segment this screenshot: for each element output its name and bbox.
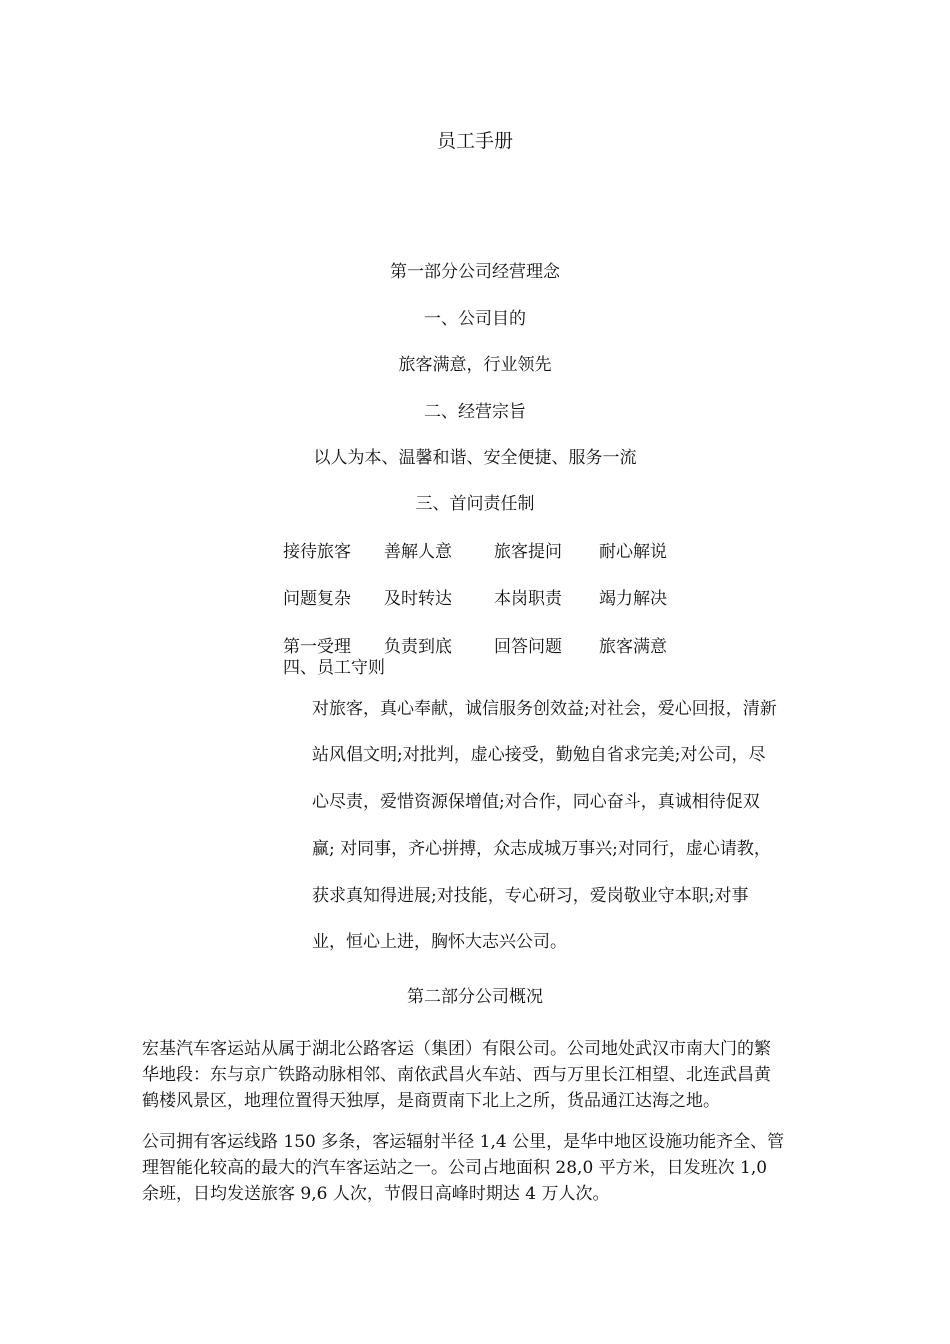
table-cell: 善解人意 (384, 542, 452, 562)
table-cell: 及时转达 (384, 589, 452, 609)
paragraph-line: 余班，日均发送旅客 9,6 人次，节假日高峰时期达 4 万人次。 (142, 1184, 610, 1204)
document-title: 员工手册 (436, 130, 513, 152)
section1-text: 旅客满意，行业领先 (398, 355, 552, 375)
overview-paragraph-1 (142, 1036, 822, 1114)
section4-heading: 四、员工守则 (283, 658, 385, 678)
code-line: 赢; 对同事，齐心拼搏，众志成城万事兴;对同行，虚心请教， (312, 839, 771, 859)
table-cell: 竭力解决 (599, 589, 667, 609)
code-line: 站风倡文明;对批判，虚心接受，勤勉自省求完美;对公司，尽 (312, 745, 766, 765)
paragraph-line: 理智能化较高的最大的汽车客运站之一。公司占地面积 28,0 平方米，日发班次 1,0 (142, 1158, 768, 1178)
section2-heading: 二、经营宗旨 (424, 402, 526, 422)
paragraph-line: 宏基汽车客运站从属于湖北公路客运（集团）有限公司。公司地处武汉市南大门的繁 (142, 1039, 771, 1059)
section2-text: 以人为本、温馨和谐、安全便捷、服务一流 (313, 448, 637, 468)
table-cell: 回答问题 (494, 637, 562, 657)
paragraph-line: 鹤楼风景区，地理位置得天独厚，是商贾南下北上之所，货品通江达海之地。 (142, 1091, 720, 1111)
table-cell: 负责到底 (384, 637, 452, 657)
table-cell: 耐心解说 (599, 542, 667, 562)
table-cell: 本岗职责 (494, 589, 562, 609)
table-cell: 接待旅客 (283, 542, 351, 562)
table-cell: 问题复杂 (283, 589, 351, 609)
table-cell: 旅客提问 (494, 542, 562, 562)
table-cell: 第一受理 (283, 637, 351, 657)
code-line: 业，恒心上进，胸怀大志兴公司。 (312, 932, 567, 952)
table-cell: 旅客满意 (599, 637, 667, 657)
section1-heading: 一、公司目的 (424, 309, 526, 329)
section3-heading: 三、首问责任制 (415, 494, 535, 514)
code-line: 对旅客，真心奉献，诚信服务创效益;对社会，爱心回报，清新 (312, 699, 777, 719)
part1-heading: 第一部分公司经营理念 (390, 262, 560, 282)
part2-heading: 第二部分公司概况 (407, 987, 543, 1007)
paragraph-line: 公司拥有客运线路 150 多条，客运辐射半径 1,4 公里，是华中地区设施功能齐全、管 (142, 1132, 785, 1152)
code-line: 心尽责，爱惜资源保增值;对合作，同心奋斗，真诚相待促双 (312, 792, 760, 812)
code-line: 获求真知得进展;对技能，专心研习，爱岗敬业守本职;对事 (312, 886, 749, 906)
paragraph-line: 华地段：东与京广铁路动脉相邻、南依武昌火车站、西与万里长江相望、北连武昌黄 (142, 1065, 771, 1085)
overview-paragraph-2 (142, 1129, 822, 1207)
